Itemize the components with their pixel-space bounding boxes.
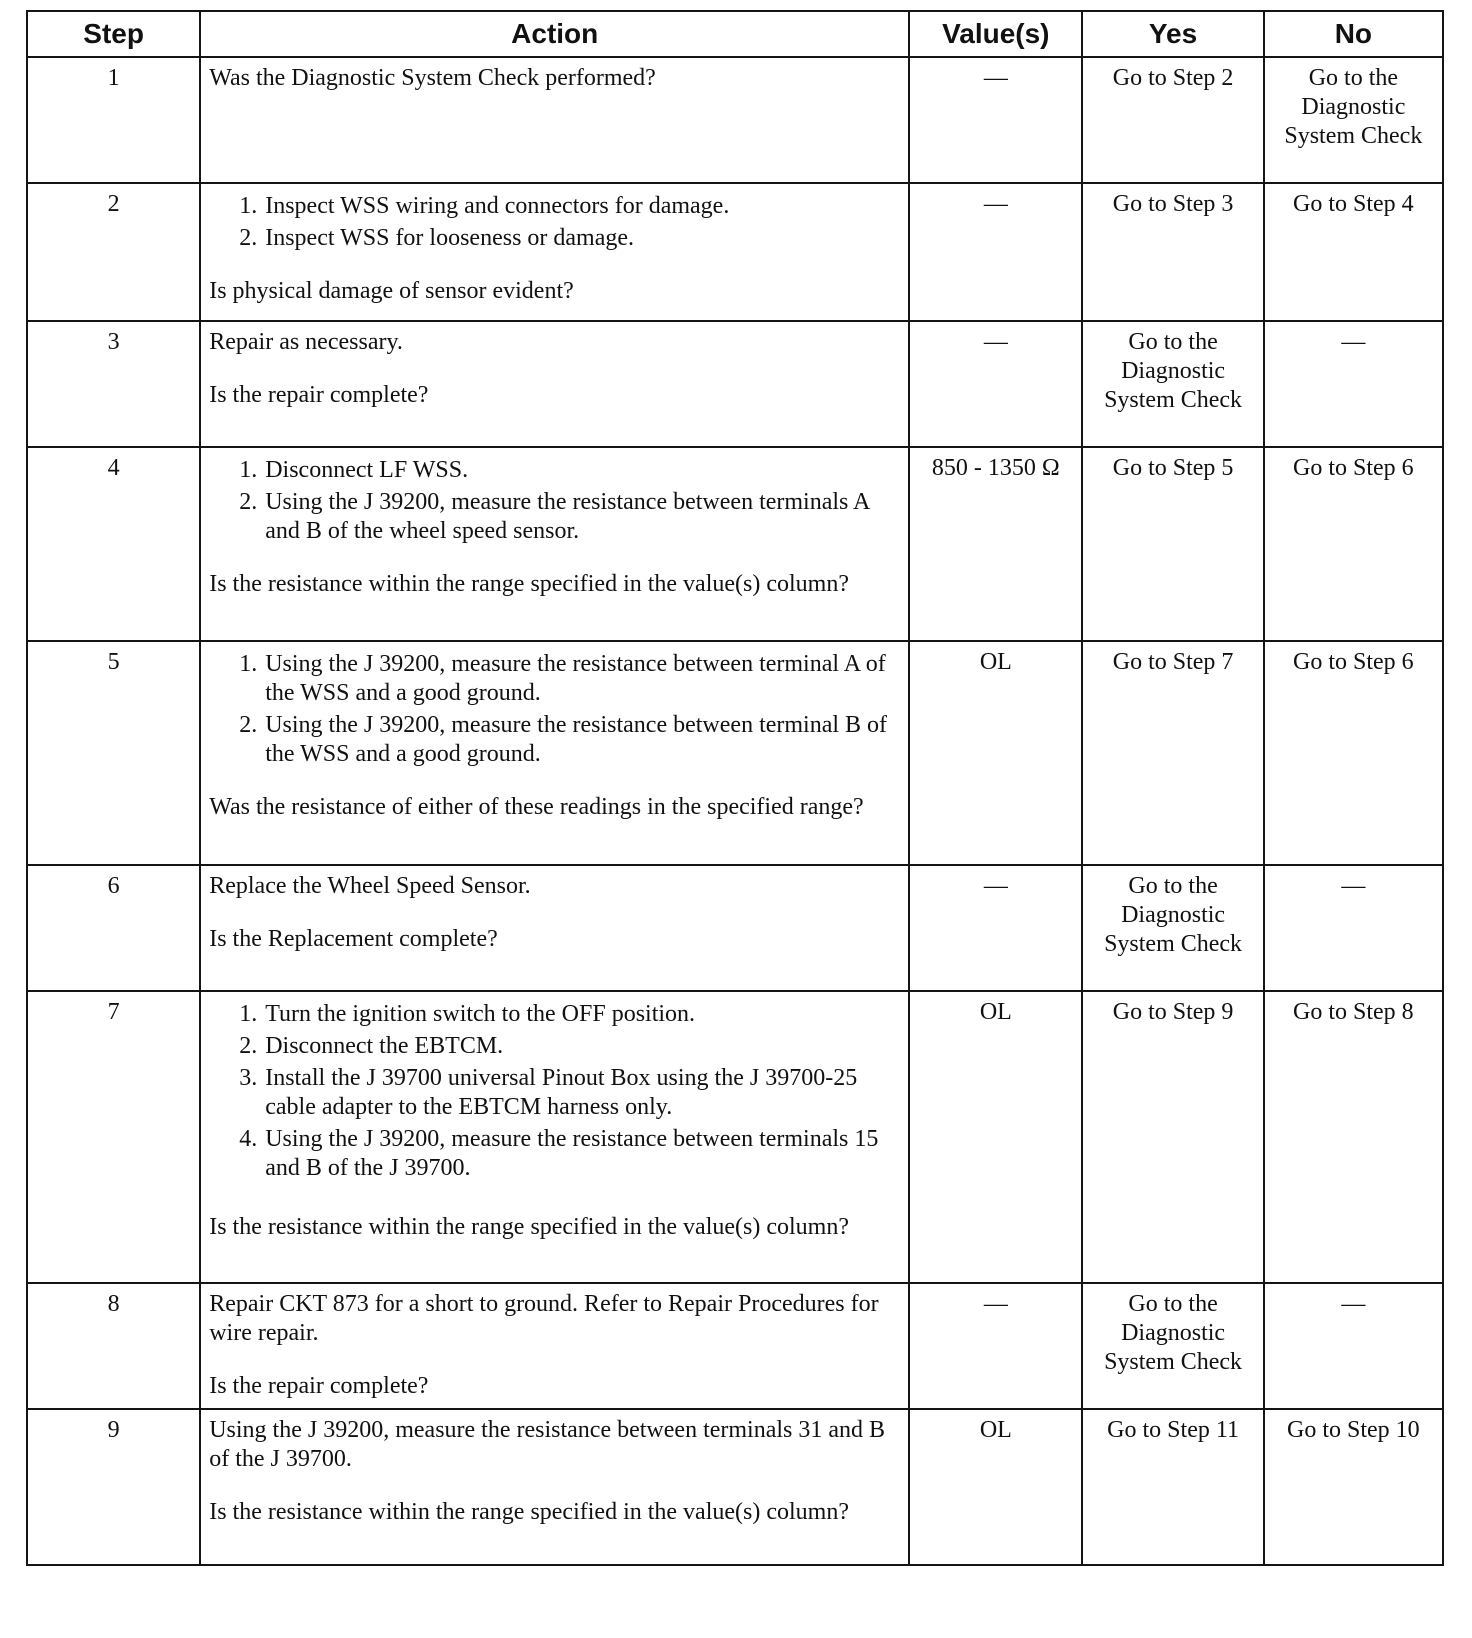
action-cell xyxy=(200,641,909,865)
action-question: Is physical damage of sensor evident? xyxy=(209,278,574,304)
action-cell xyxy=(200,991,909,1283)
value-cell: OL xyxy=(909,991,1082,1283)
action-steps-list xyxy=(209,1000,900,1183)
action-cell xyxy=(200,57,909,183)
yes-cell: Go to Step 3 xyxy=(1082,183,1263,321)
action-question: Is the resistance within the range specified in the value(s) column? xyxy=(209,1214,849,1240)
action-instruction: Repair CKT 873 for a short to ground. Refer to Repair Procedures for wire repair. xyxy=(209,1291,879,1346)
action-step-item: 2. Using the J 39200, measure the resistance between terminals A and B of the wheel speed sensor. xyxy=(263,488,900,546)
header-step: Step xyxy=(27,11,200,57)
action-cell xyxy=(200,1283,909,1409)
action-steps-list xyxy=(209,456,900,546)
table-row xyxy=(27,865,1443,991)
action-step-item: 1. Disconnect LF WSS. xyxy=(263,456,900,485)
no-cell: — xyxy=(1264,865,1443,991)
yes-cell: Go to the Diagnostic System Check xyxy=(1082,1283,1263,1409)
action-question: Was the resistance of either of these readings in the specified range? xyxy=(209,794,864,820)
action-question: Is the repair complete? xyxy=(209,1373,429,1399)
diagnostic-steps-table xyxy=(26,10,1444,1566)
action-cell xyxy=(200,865,909,991)
action-question: Is the Replacement complete? xyxy=(209,926,498,952)
value-cell: — xyxy=(909,57,1082,183)
action-cell xyxy=(200,1409,909,1565)
yes-cell: Go to Step 7 xyxy=(1082,641,1263,865)
yes-cell: Go to the Diagnostic System Check xyxy=(1082,321,1263,447)
step-number: 1 xyxy=(27,57,200,183)
no-cell: Go to Step 6 xyxy=(1264,447,1443,641)
header-yes: Yes xyxy=(1082,11,1263,57)
action-step-item: 1. Using the J 39200, measure the resistance between terminal A of the WSS and a good ground. xyxy=(263,650,900,708)
no-cell: Go to Step 10 xyxy=(1264,1409,1443,1565)
action-step-item: 3. Install the J 39700 universal Pinout Box using the J 39700-25 cable adapter to the EBTCM harness only. xyxy=(263,1064,900,1122)
action-step-item: 1. Inspect WSS wiring and connectors for damage. xyxy=(263,192,900,221)
step-number: 6 xyxy=(27,865,200,991)
action-question: Is the resistance within the range specified in the value(s) column? xyxy=(209,571,849,597)
no-cell: Go to the Diagnostic System Check xyxy=(1264,57,1443,183)
no-cell: — xyxy=(1264,1283,1443,1409)
value-cell: — xyxy=(909,321,1082,447)
header-no: No xyxy=(1264,11,1443,57)
no-cell: — xyxy=(1264,321,1443,447)
header-action: Action xyxy=(200,11,909,57)
action-cell xyxy=(200,447,909,641)
yes-cell: Go to Step 5 xyxy=(1082,447,1263,641)
table-row xyxy=(27,447,1443,641)
value-cell: — xyxy=(909,183,1082,321)
no-cell: Go to Step 8 xyxy=(1264,991,1443,1283)
step-number: 3 xyxy=(27,321,200,447)
action-step-item: 1. Turn the ignition switch to the OFF position. xyxy=(263,1000,900,1029)
action-steps-list xyxy=(209,192,900,253)
action-question: Is the repair complete? xyxy=(209,382,429,408)
step-number: 4 xyxy=(27,447,200,641)
action-question: Was the Diagnostic System Check performed? xyxy=(209,65,656,91)
table-row xyxy=(27,1409,1443,1565)
action-cell xyxy=(200,183,909,321)
value-cell: — xyxy=(909,1283,1082,1409)
yes-cell: Go to Step 2 xyxy=(1082,57,1263,183)
header-values: Value(s) xyxy=(909,11,1082,57)
step-number: 5 xyxy=(27,641,200,865)
yes-cell: Go to Step 11 xyxy=(1082,1409,1263,1565)
step-number: 7 xyxy=(27,991,200,1283)
step-number: 8 xyxy=(27,1283,200,1409)
table-row xyxy=(27,1283,1443,1409)
action-cell xyxy=(200,321,909,447)
diagnostic-table-page xyxy=(26,10,1444,1566)
action-steps-list xyxy=(209,650,900,769)
action-question: Is the resistance within the range specified in the value(s) column? xyxy=(209,1499,849,1525)
action-instruction: Replace the Wheel Speed Sensor. xyxy=(209,873,531,899)
step-number: 9 xyxy=(27,1409,200,1565)
action-instruction: Using the J 39200, measure the resistance between terminals 31 and B of the J 39700. xyxy=(209,1417,886,1472)
value-cell: — xyxy=(909,865,1082,991)
action-step-item: 4. Using the J 39200, measure the resistance between terminals 15 and B of the J 39700. xyxy=(263,1125,900,1183)
table-row xyxy=(27,183,1443,321)
value-cell: OL xyxy=(909,1409,1082,1565)
value-cell: 850 - 1350 Ω xyxy=(909,447,1082,641)
no-cell: Go to Step 6 xyxy=(1264,641,1443,865)
table-row xyxy=(27,57,1443,183)
yes-cell: Go to Step 9 xyxy=(1082,991,1263,1283)
action-instruction: Repair as necessary. xyxy=(209,329,403,355)
table-row xyxy=(27,321,1443,447)
yes-cell: Go to the Diagnostic System Check xyxy=(1082,865,1263,991)
table-row xyxy=(27,991,1443,1283)
no-cell: Go to Step 4 xyxy=(1264,183,1443,321)
action-step-item: 2. Inspect WSS for looseness or damage. xyxy=(263,224,900,253)
action-step-item: 2. Disconnect the EBTCM. xyxy=(263,1032,900,1061)
value-cell: OL xyxy=(909,641,1082,865)
table-row xyxy=(27,641,1443,865)
action-step-item: 2. Using the J 39200, measure the resistance between terminal B of the WSS and a good ground. xyxy=(263,711,900,769)
step-number: 2 xyxy=(27,183,200,321)
table-header-row xyxy=(27,11,1443,57)
